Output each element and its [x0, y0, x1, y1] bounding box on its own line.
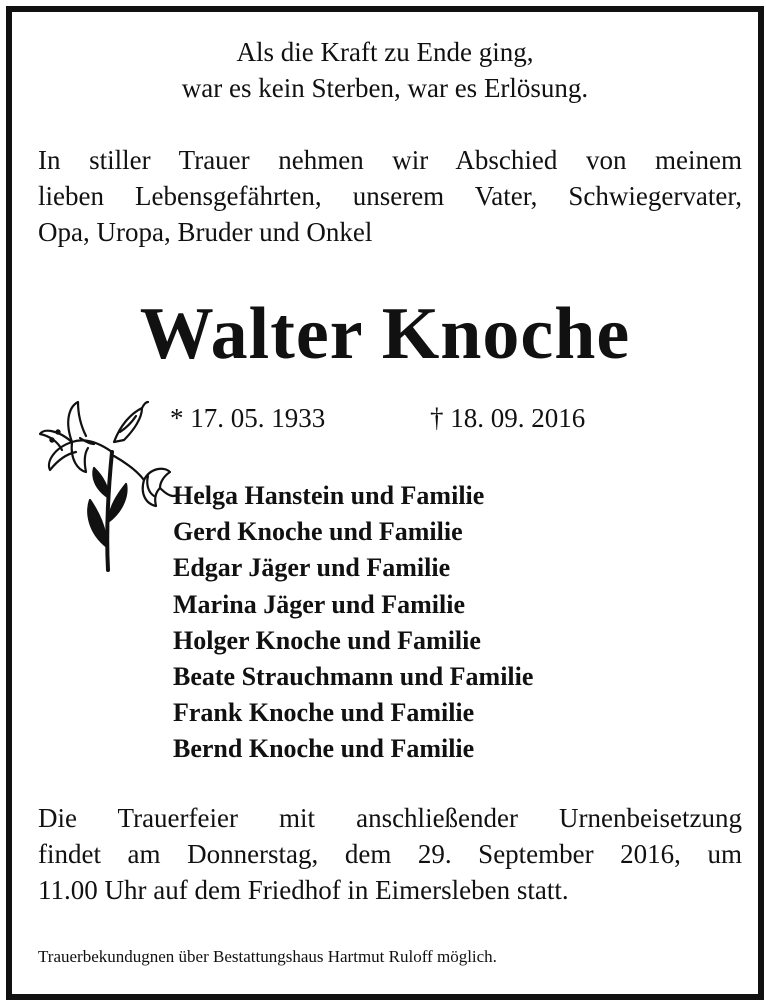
list-item: Bernd Knoche und Familie: [173, 734, 475, 764]
service-line: 11.00 Uhr auf dem Friedhof in Eimersleben statt.: [38, 875, 569, 905]
list-item: Helga Hanstein und Familie: [173, 481, 485, 510]
intro-line: Opa, Uropa, Bruder und Onkel: [38, 217, 373, 247]
list-item: Holger Knoche und Familie: [173, 625, 481, 655]
list-item: Frank Knoche und Familie: [173, 698, 475, 728]
poem: [12, 34, 758, 106]
mourners-list: [173, 478, 533, 768]
intro-text: [38, 142, 742, 250]
footer-note: Trauerbekundugnen über Bestattungshaus Hartmut Ruloff möglich.: [38, 947, 497, 966]
list-item: Edgar Jäger und Familie: [173, 553, 451, 583]
service-info: [38, 800, 742, 908]
poem-line: Als die Kraft zu Ende ging,: [236, 37, 534, 67]
deceased-name: Walter Knoche: [139, 293, 631, 375]
lily-flower-icon: [28, 372, 178, 572]
intro-line: lieben Lebensgefährten, unserem Vater, Schwiegervater,: [38, 181, 742, 211]
death-date: † 18. 09. 2016: [430, 403, 586, 433]
list-item: Beate Strauchmann und Familie: [173, 662, 534, 692]
service-line: Die Trauerfeier mit anschließender Urnenbeisetzung: [38, 803, 742, 833]
obituary-frame: [6, 6, 764, 1000]
intro-line: In stiller Trauer nehmen wir Abschied von meinem: [38, 145, 742, 175]
service-line: findet am Donnerstag, dem 29. September 2016, um: [38, 839, 742, 869]
list-item: Marina Jäger und Familie: [173, 589, 466, 619]
list-item: Gerd Knoche und Familie: [173, 517, 463, 547]
poem-line: war es kein Sterben, war es Erlösung.: [181, 73, 589, 103]
birth-date: * 17. 05. 1933: [170, 403, 326, 433]
